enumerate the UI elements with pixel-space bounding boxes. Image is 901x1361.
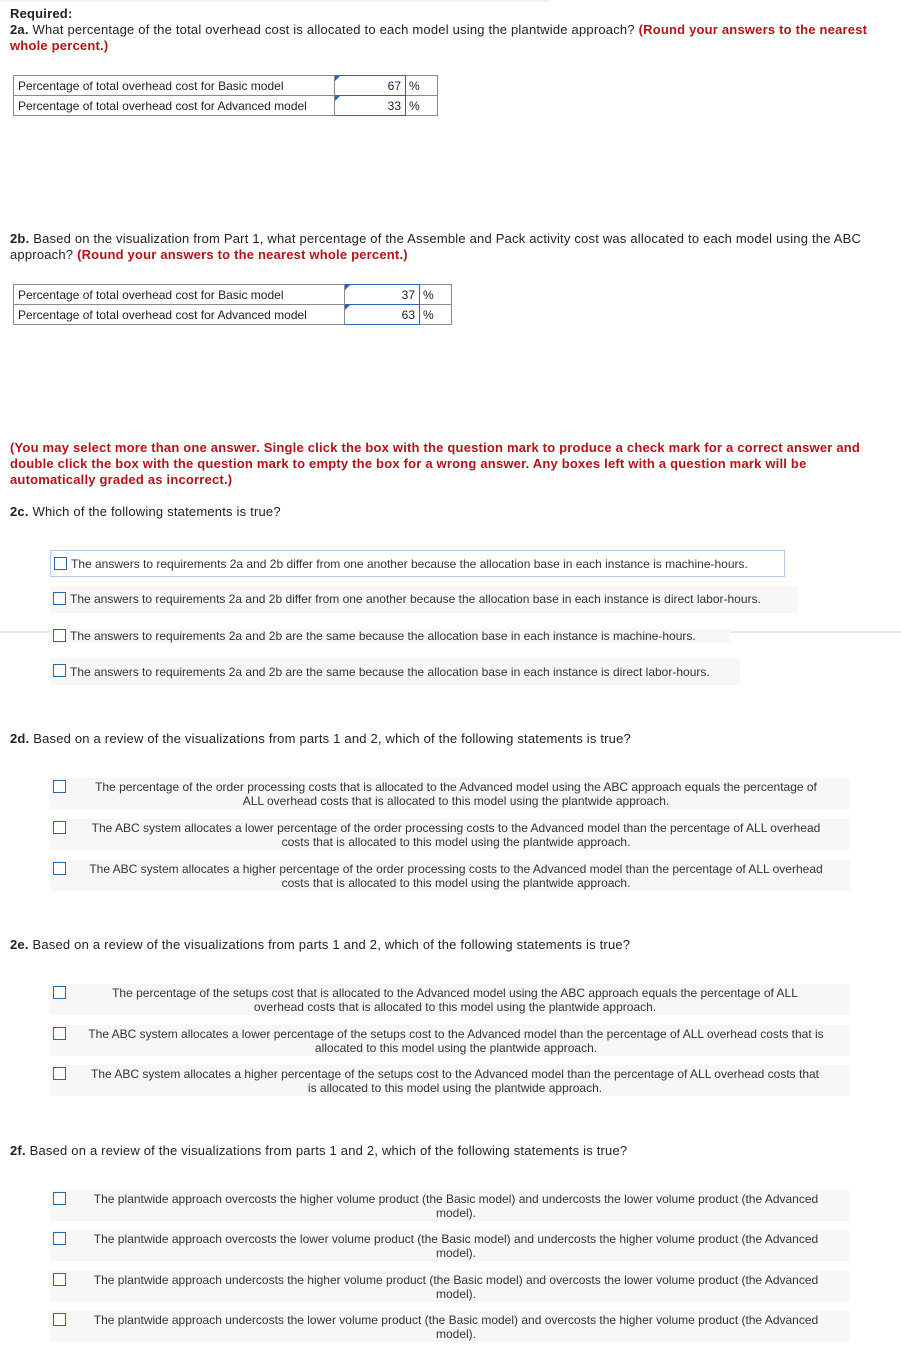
row-label: Percentage of total overhead cost for Advanced model [14, 96, 335, 116]
row-label: Percentage of total overhead cost for Basic model [14, 285, 345, 305]
q2d-question [10, 731, 870, 747]
option-label: The percentage of the setups cost that is allocated to the Advanced model using the ABC approach equals the percentage of ALL overhead costs that is allocated to this model using the plantwide approach. [112, 986, 798, 1014]
q2a-question [10, 22, 880, 54]
checkbox-icon[interactable] [53, 1067, 66, 1080]
row-label: Percentage of total overhead cost for Advanced model [14, 305, 345, 325]
checkbox-icon[interactable] [53, 1273, 66, 1286]
option-label: The answers to requirements 2a and 2b differ from one another because the allocation base in each instance is direct labor-hours. [70, 592, 761, 606]
q2e-text: Based on a review of the visualizations from parts 1 and 2, which of the following statements is true? [32, 937, 631, 952]
option-label: The plantwide approach undercosts the lower volume product (the Basic model) and overcosts the higher volume product (the Advanced model). [93, 1313, 819, 1341]
percent-unit: % [420, 285, 452, 305]
q2d-number: 2d. [10, 731, 30, 746]
option-label: The answers to requirements 2a and 2b differ from one another because the allocation base in each instance is machine-hours. [71, 557, 748, 571]
advanced-percent-input[interactable]: 33 [335, 96, 406, 116]
q2f-option-3[interactable] [50, 1271, 850, 1302]
percent-unit: % [406, 76, 438, 96]
required-label: Required: [10, 6, 73, 21]
q2c-number: 2c. [10, 504, 29, 519]
option-label: The answers to requirements 2a and 2b are the same because the allocation base in each instance is machine-hours. [70, 629, 696, 643]
q2c-option-4[interactable] [50, 658, 740, 685]
checkbox-icon[interactable] [54, 557, 67, 570]
q2d-option-3[interactable] [50, 860, 850, 891]
basic-percent-input[interactable]: 37 [345, 285, 420, 305]
checkbox-icon[interactable] [53, 629, 66, 642]
q2f-question [10, 1143, 870, 1159]
checkbox-icon[interactable] [53, 1027, 66, 1040]
table-2a [13, 75, 438, 116]
basic-percent-input[interactable]: 67 [335, 76, 406, 96]
q2b-question [10, 231, 870, 263]
option-label: The plantwide approach undercosts the higher volume product (the Basic model) and overcosts the lower volume product (the Advanced model). [93, 1273, 819, 1301]
q2e-number: 2e. [10, 937, 29, 952]
option-label: The percentage of the order processing costs that is allocated to the Advanced model using the ABC approach equals the percentage of ALL overhead costs that is allocated to this model using the plantwide approach. [95, 780, 817, 808]
checkbox-icon[interactable] [53, 986, 66, 999]
option-label: The ABC system allocates a higher percentage of the order processing costs to the Advanced model than the percentage of ALL overhead costs that is allocated to this model using the plantwide approach. [89, 862, 823, 890]
q2f-option-1[interactable] [50, 1190, 850, 1221]
q2e-option-2[interactable] [50, 1025, 850, 1056]
required-section [10, 6, 880, 54]
q2d-option-2[interactable] [50, 819, 850, 850]
q2b-note: (Round your answers to the nearest whole percent.) [77, 247, 408, 262]
q2d-text: Based on a review of the visualizations from parts 1 and 2, which of the following statements is true? [33, 731, 631, 746]
checkbox-icon[interactable] [53, 1313, 66, 1326]
top-rule [0, 0, 550, 2]
q2c-option-2[interactable] [50, 586, 798, 613]
checkbox-icon[interactable] [53, 862, 66, 875]
q2e-question [10, 937, 870, 953]
option-label: The ABC system allocates a lower percentage of the setups cost to the Advanced model than the percentage of ALL overhead costs that is allocated to this model using the plantwide approach. [88, 1027, 824, 1055]
option-label: The plantwide approach overcosts the higher volume product (the Basic model) and undercosts the lower volume product (the Advanced model). [93, 1192, 819, 1220]
checkbox-icon[interactable] [53, 664, 66, 677]
q2f-option-4[interactable] [50, 1311, 850, 1342]
q2a-note: (Round your answers to the nearest whole percent.) [10, 22, 868, 53]
option-label: The ABC system allocates a lower percentage of the order processing costs to the Advanced model than the percentage of ALL overhead costs that is allocated to this model using the plantwide approach. [91, 821, 821, 849]
instructions: (You may select more than one answer. Single click the box with the question mark to produce a check mark for a correct answer and double click the box with the question mark to empty the box for a wrong answer. Any boxes left with a question mark will be automatically graded as incorrect.) [10, 440, 861, 487]
checkbox-icon[interactable] [53, 780, 66, 793]
percent-unit: % [406, 96, 438, 116]
option-label: The plantwide approach overcosts the lower volume product (the Basic model) and undercosts the higher volume product (the Advanced model). [93, 1232, 819, 1260]
row-label: Percentage of total overhead cost for Basic model [14, 76, 335, 96]
table-2b [13, 284, 452, 325]
advanced-percent-input[interactable]: 63 [345, 305, 420, 325]
q2c-option-3[interactable] [50, 629, 730, 643]
checkbox-icon[interactable] [53, 1192, 66, 1205]
checkbox-icon[interactable] [53, 592, 66, 605]
q2d-option-1[interactable] [50, 778, 850, 809]
checkbox-icon[interactable] [53, 821, 66, 834]
q2a-text: What percentage of the total overhead cost is allocated to each model using the plantwide approach? [32, 22, 635, 37]
q2b-text: Based on the visualization from Part 1, what percentage of the Assemble and Pack activity cost was allocated to each model using the ABC approach? [10, 231, 862, 262]
q2e-option-3[interactable] [50, 1065, 850, 1096]
q2a-number: 2a. [10, 22, 29, 37]
checkbox-icon[interactable] [53, 1232, 66, 1245]
q2c-question [10, 504, 870, 520]
q2f-text: Based on a review of the visualizations from parts 1 and 2, which of the following statements is true? [29, 1143, 628, 1158]
option-label: The answers to requirements 2a and 2b are the same because the allocation base in each instance is direct labor-hours. [70, 665, 710, 679]
option-label: The ABC system allocates a higher percentage of the setups cost to the Advanced model than the percentage of ALL overhead costs that is allocated to this model using the plantwide approach. [90, 1067, 819, 1095]
q2c-text: Which of the following statements is true? [32, 504, 281, 519]
q2e-option-1[interactable] [50, 984, 850, 1015]
q2c-option-1[interactable] [50, 550, 785, 577]
table-row [14, 285, 452, 305]
percent-unit: % [420, 305, 452, 325]
q2f-option-2[interactable] [50, 1230, 850, 1261]
q2b-number: 2b. [10, 231, 30, 246]
table-row [14, 76, 438, 96]
q2f-number: 2f. [10, 1143, 26, 1158]
table-row [14, 305, 452, 325]
table-row [14, 96, 438, 116]
